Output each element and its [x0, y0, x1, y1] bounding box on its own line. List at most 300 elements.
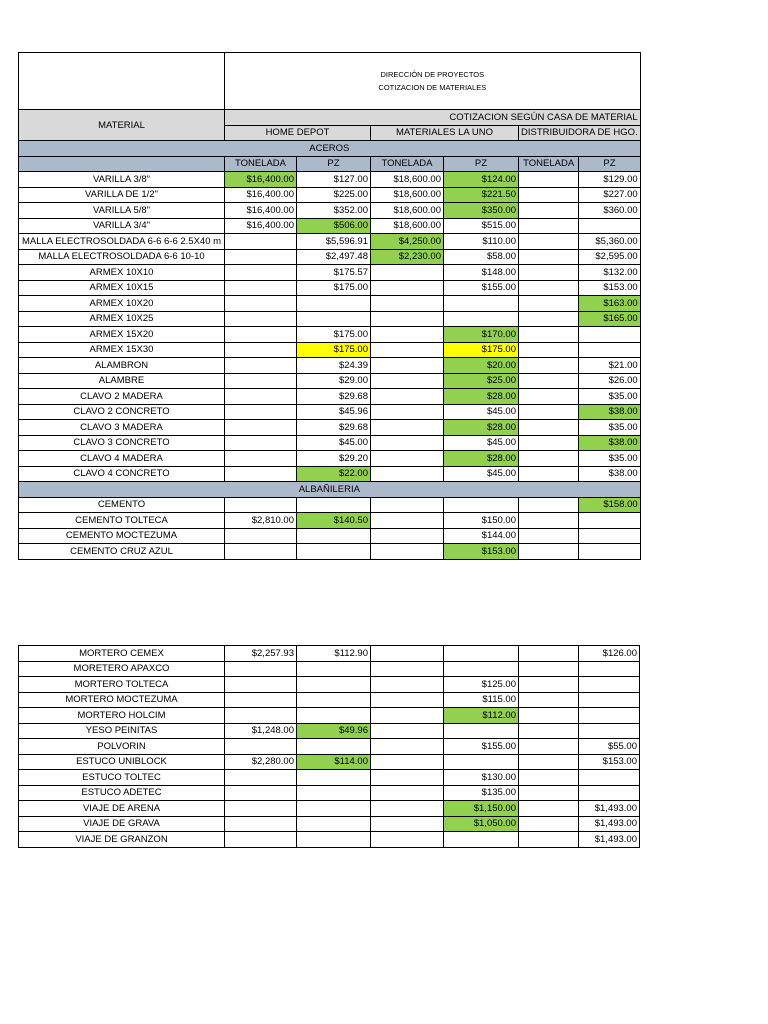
price-cell: [371, 770, 444, 786]
price-cell: [371, 544, 444, 560]
table-row: [19, 723, 640, 739]
price-cell: $114.00: [297, 754, 371, 770]
material-name: ARMEX 15X20: [19, 327, 225, 343]
table-row: [19, 451, 641, 467]
table-row: [19, 172, 641, 188]
unit-header: TONELADA: [371, 156, 444, 172]
material-name: ARMEX 10X20: [19, 296, 225, 312]
material-name: ESTUCO UNIBLOCK: [19, 754, 225, 770]
price-cell: [225, 816, 297, 832]
price-cell: [519, 785, 579, 801]
price-cell: [297, 677, 371, 693]
price-cell: [297, 544, 371, 560]
table-row: [19, 832, 640, 848]
price-cell: [371, 677, 444, 693]
price-cell: [371, 265, 444, 281]
price-cell: [225, 373, 297, 389]
price-cell: [519, 203, 579, 219]
price-cell: [371, 528, 444, 544]
price-cell: $148.00: [444, 265, 519, 281]
price-cell: [579, 785, 640, 801]
price-cell: [225, 544, 297, 560]
table-row: [19, 513, 641, 529]
material-name: CEMENTO CRUZ AZUL: [19, 544, 225, 560]
material-name: CEMENTO MOCTEZUMA: [19, 528, 225, 544]
price-cell: $125.00: [444, 677, 519, 693]
price-cell: [519, 739, 579, 755]
price-cell: $24.39: [297, 358, 371, 374]
price-cell: [519, 723, 579, 739]
price-cell: [371, 311, 444, 327]
price-cell: [371, 435, 444, 451]
price-cell: [579, 528, 640, 544]
price-cell: $506.00: [297, 218, 371, 234]
price-cell: [225, 358, 297, 374]
material-name: YESO PEINITAS: [19, 723, 225, 739]
price-cell: $163.00: [579, 296, 640, 312]
store-header-home-depot: HOME DEPOT: [225, 125, 371, 141]
price-cell: $35.00: [579, 420, 640, 436]
quote-group-title: COTIZACION SEGÚN CASA DE MATERIAL: [225, 110, 641, 126]
price-cell: [225, 234, 297, 250]
price-cell: [519, 187, 579, 203]
table-row: [19, 785, 640, 801]
price-cell: [371, 801, 444, 817]
price-cell: $155.00: [444, 280, 519, 296]
price-cell: $21.00: [579, 358, 640, 374]
price-cell: [519, 172, 579, 188]
price-cell: [519, 770, 579, 786]
material-name: VIAJE DE ARENA: [19, 801, 225, 817]
price-cell: $18,600.00: [371, 203, 444, 219]
price-cell: [297, 801, 371, 817]
price-cell: $35.00: [579, 451, 640, 467]
albanileria-rows: [19, 497, 641, 559]
price-cell: $515.00: [444, 218, 519, 234]
aceros-rows: [19, 172, 641, 482]
table-row: [19, 708, 640, 724]
price-cell: [579, 327, 640, 343]
quotation-table: [18, 52, 641, 560]
price-cell: [225, 435, 297, 451]
material-name: CLAVO 4 MADERA: [19, 451, 225, 467]
price-cell: $18,600.00: [371, 218, 444, 234]
table-row: [19, 373, 641, 389]
price-cell: $135.00: [444, 785, 519, 801]
price-cell: [519, 389, 579, 405]
price-cell: [225, 311, 297, 327]
price-cell: $1,248.00: [225, 723, 297, 739]
price-cell: $175.00: [297, 327, 371, 343]
material-name: ESTUCO TOLTEC: [19, 770, 225, 786]
price-cell: [519, 661, 579, 677]
price-cell: [579, 218, 640, 234]
price-cell: [579, 770, 640, 786]
price-cell: $129.00: [579, 172, 640, 188]
price-cell: $5,360.00: [579, 234, 640, 250]
price-cell: [371, 373, 444, 389]
table-row: [19, 816, 640, 832]
price-cell: $5,596.91: [297, 234, 371, 250]
price-cell: [225, 420, 297, 436]
price-cell: [297, 785, 371, 801]
price-cell: [519, 451, 579, 467]
price-cell: [371, 420, 444, 436]
price-cell: $1,150.00: [444, 801, 519, 817]
price-cell: $4,250.00: [371, 234, 444, 250]
price-cell: [297, 296, 371, 312]
price-cell: $28.00: [444, 451, 519, 467]
material-name: CEMENTO: [19, 497, 225, 513]
price-cell: [225, 404, 297, 420]
price-cell: $45.96: [297, 404, 371, 420]
table-row: [19, 404, 641, 420]
price-cell: $153.00: [579, 754, 640, 770]
price-cell: [225, 296, 297, 312]
price-cell: $55.00: [579, 739, 640, 755]
price-cell: [225, 528, 297, 544]
price-cell: [579, 544, 640, 560]
price-cell: $1,493.00: [579, 832, 640, 848]
price-cell: [371, 739, 444, 755]
price-cell: [519, 342, 579, 358]
price-cell: $175.00: [297, 342, 371, 358]
material-name: VARILLA 3/8": [19, 172, 225, 188]
material-name: MALLA ELECTROSOLDADA 6-6 6-6 2.5X40 m: [19, 234, 225, 250]
price-cell: [225, 466, 297, 482]
material-name: ARMEX 10X10: [19, 265, 225, 281]
price-cell: $28.00: [444, 420, 519, 436]
price-cell: $29.68: [297, 420, 371, 436]
price-cell: $45.00: [444, 466, 519, 482]
price-cell: [297, 832, 371, 848]
price-cell: $132.00: [579, 265, 640, 281]
price-cell: $127.00: [297, 172, 371, 188]
table-row: [19, 342, 641, 358]
price-cell: [519, 435, 579, 451]
table-row: [19, 218, 641, 234]
price-cell: $29.68: [297, 389, 371, 405]
price-cell: [225, 692, 297, 708]
price-cell: $16,400.00: [225, 172, 297, 188]
price-cell: [519, 280, 579, 296]
material-name: CLAVO 4 CONCRETO: [19, 466, 225, 482]
price-cell: [225, 801, 297, 817]
price-cell: [297, 739, 371, 755]
price-cell: [225, 497, 297, 513]
price-cell: $115.00: [444, 692, 519, 708]
price-cell: $221.50: [444, 187, 519, 203]
price-cell: [519, 544, 579, 560]
price-cell: [579, 692, 640, 708]
table-header: [19, 53, 641, 172]
price-cell: $155.00: [444, 739, 519, 755]
section-aceros: ACEROS: [19, 141, 641, 157]
heading-line1: DIRECCIÓN DE PROYECTOS: [380, 70, 485, 79]
price-cell: [371, 785, 444, 801]
price-cell: [444, 723, 519, 739]
table-row: [19, 420, 641, 436]
table-row: [19, 280, 641, 296]
price-cell: [225, 708, 297, 724]
price-cell: [297, 311, 371, 327]
price-cell: [225, 327, 297, 343]
price-cell: [371, 646, 444, 662]
price-cell: $45.00: [444, 404, 519, 420]
heading-line2: COTIZACION DE MATERIALES: [378, 83, 487, 92]
price-cell: [519, 373, 579, 389]
price-cell: $2,257.93: [225, 646, 297, 662]
material-name: MORTERO CEMEX: [19, 646, 225, 662]
store-header-distribuidora-hgo: DISTRIBUIDORA DE HGO.: [519, 125, 641, 141]
price-cell: [225, 265, 297, 281]
price-cell: [444, 661, 519, 677]
material-name: MORTERO TOLTECA: [19, 677, 225, 693]
price-cell: [225, 785, 297, 801]
price-cell: [444, 754, 519, 770]
price-cell: [519, 832, 579, 848]
material-name: ARMEX 15X30: [19, 342, 225, 358]
price-cell: [519, 816, 579, 832]
price-cell: $165.00: [579, 311, 640, 327]
price-cell: [519, 528, 579, 544]
price-cell: [371, 513, 444, 529]
price-cell: [519, 513, 579, 529]
material-column-header: MATERIAL: [19, 110, 225, 141]
unit-header: TONELADA: [225, 156, 297, 172]
table-row: [19, 203, 641, 219]
price-cell: $350.00: [444, 203, 519, 219]
mortero-rows: [19, 646, 640, 848]
table-row: [19, 544, 641, 560]
price-cell: [519, 754, 579, 770]
price-cell: [371, 404, 444, 420]
price-cell: [297, 497, 371, 513]
price-cell: $175.00: [297, 280, 371, 296]
price-cell: [519, 218, 579, 234]
price-cell: [371, 451, 444, 467]
price-cell: [225, 739, 297, 755]
price-cell: $170.00: [444, 327, 519, 343]
table-row: [19, 358, 641, 374]
price-cell: [225, 677, 297, 693]
material-name: CLAVO 2 MADERA: [19, 389, 225, 405]
store-header-materiales-la-uno: MATERIALES LA UNO: [371, 125, 519, 141]
price-cell: [225, 832, 297, 848]
price-cell: [225, 451, 297, 467]
price-cell: $124.00: [444, 172, 519, 188]
price-cell: [371, 816, 444, 832]
price-cell: $126.00: [579, 646, 640, 662]
price-cell: [225, 249, 297, 265]
price-cell: [519, 404, 579, 420]
material-name: VIAJE DE GRAVA: [19, 816, 225, 832]
material-name: CEMENTO TOLTECA: [19, 513, 225, 529]
material-name: VARILLA DE 1/2": [19, 187, 225, 203]
table-row: [19, 249, 641, 265]
price-cell: [519, 801, 579, 817]
price-cell: [225, 389, 297, 405]
price-cell: $130.00: [444, 770, 519, 786]
price-cell: [579, 677, 640, 693]
price-cell: [519, 466, 579, 482]
quotation-table-continued: [18, 645, 640, 848]
price-cell: $2,230.00: [371, 249, 444, 265]
material-name: MORTERO MOCTEZUMA: [19, 692, 225, 708]
price-cell: [371, 389, 444, 405]
table-row: [19, 327, 641, 343]
table-row: [19, 528, 641, 544]
material-name: CLAVO 2 CONCRETO: [19, 404, 225, 420]
table-row: [19, 296, 641, 312]
price-cell: $150.00: [444, 513, 519, 529]
price-cell: [371, 692, 444, 708]
unit-header: PZ: [297, 156, 371, 172]
price-cell: $45.00: [297, 435, 371, 451]
price-cell: [579, 342, 640, 358]
table-row: [19, 754, 640, 770]
price-cell: [579, 723, 640, 739]
price-cell: [579, 708, 640, 724]
material-name: CLAVO 3 MADERA: [19, 420, 225, 436]
price-cell: [297, 816, 371, 832]
price-cell: $2,595.00: [579, 249, 640, 265]
price-cell: $22.00: [297, 466, 371, 482]
price-cell: [519, 677, 579, 693]
table-row: [19, 265, 641, 281]
price-cell: [371, 723, 444, 739]
table-row: [19, 187, 641, 203]
price-cell: $140.50: [297, 513, 371, 529]
price-cell: $144.00: [444, 528, 519, 544]
unit-header: TONELADA: [519, 156, 579, 172]
price-cell: [444, 832, 519, 848]
price-cell: $28.00: [444, 389, 519, 405]
section-albanileria: ALBAÑILERIA: [19, 482, 641, 498]
price-cell: [444, 646, 519, 662]
table-row: [19, 646, 640, 662]
material-name: ALAMBRON: [19, 358, 225, 374]
price-cell: $38.00: [579, 404, 640, 420]
table-row: [19, 801, 640, 817]
material-name: POLVORIN: [19, 739, 225, 755]
price-cell: [444, 296, 519, 312]
price-cell: $153.00: [444, 544, 519, 560]
price-cell: [371, 327, 444, 343]
price-cell: [297, 770, 371, 786]
price-cell: $227.00: [579, 187, 640, 203]
unit-row-spacer: [19, 156, 225, 172]
price-cell: [371, 358, 444, 374]
price-cell: [519, 234, 579, 250]
table-row: [19, 677, 640, 693]
price-cell: [225, 342, 297, 358]
table-row: [19, 389, 641, 405]
table-row: [19, 661, 640, 677]
material-name: MORTERO HOLCIM: [19, 708, 225, 724]
price-cell: [519, 296, 579, 312]
price-cell: $112.90: [297, 646, 371, 662]
price-cell: [371, 296, 444, 312]
price-cell: [371, 466, 444, 482]
price-cell: [371, 497, 444, 513]
price-cell: $225.00: [297, 187, 371, 203]
table-row: [19, 497, 641, 513]
price-cell: $2,810.00: [225, 513, 297, 529]
price-cell: $26.00: [579, 373, 640, 389]
price-cell: $110.00: [444, 234, 519, 250]
price-cell: [579, 661, 640, 677]
price-cell: [371, 754, 444, 770]
material-name: VIAJE DE GRANZON: [19, 832, 225, 848]
price-cell: [225, 661, 297, 677]
price-cell: $360.00: [579, 203, 640, 219]
albanileria-header: [19, 482, 641, 498]
price-cell: [444, 311, 519, 327]
price-cell: [519, 692, 579, 708]
price-cell: $1,493.00: [579, 801, 640, 817]
price-cell: $38.00: [579, 435, 640, 451]
price-cell: $25.00: [444, 373, 519, 389]
price-cell: [519, 497, 579, 513]
material-name: VARILLA 5/8": [19, 203, 225, 219]
price-cell: $1,050.00: [444, 816, 519, 832]
price-cell: $45.00: [444, 435, 519, 451]
price-cell: [225, 280, 297, 296]
price-cell: $29.20: [297, 451, 371, 467]
price-cell: [225, 770, 297, 786]
price-cell: $18,600.00: [371, 172, 444, 188]
price-cell: $158.00: [579, 497, 640, 513]
price-cell: [371, 280, 444, 296]
price-cell: $16,400.00: [225, 218, 297, 234]
table-row: [19, 234, 641, 250]
price-cell: [371, 342, 444, 358]
price-cell: $29.00: [297, 373, 371, 389]
logo-cell: [19, 53, 225, 110]
price-cell: [519, 420, 579, 436]
price-cell: [519, 327, 579, 343]
price-cell: $18,600.00: [371, 187, 444, 203]
price-cell: $2,280.00: [225, 754, 297, 770]
price-cell: [297, 661, 371, 677]
unit-header: PZ: [579, 156, 640, 172]
price-cell: $35.00: [579, 389, 640, 405]
price-cell: $20.00: [444, 358, 519, 374]
price-cell: [519, 265, 579, 281]
material-name: ARMEX 10X25: [19, 311, 225, 327]
price-cell: $112.00: [444, 708, 519, 724]
price-cell: $1,493.00: [579, 816, 640, 832]
unit-header: PZ: [444, 156, 519, 172]
material-name: CLAVO 3 CONCRETO: [19, 435, 225, 451]
material-name: ARMEX 10X15: [19, 280, 225, 296]
table-row: [19, 770, 640, 786]
price-cell: $58.00: [444, 249, 519, 265]
price-cell: [371, 708, 444, 724]
table-row: [19, 466, 641, 482]
price-cell: $2,497.48: [297, 249, 371, 265]
price-cell: $16,400.00: [225, 203, 297, 219]
price-cell: [297, 692, 371, 708]
price-cell: [519, 708, 579, 724]
material-name: MORETERO APAXCO: [19, 661, 225, 677]
price-cell: [297, 708, 371, 724]
price-cell: $175.00: [444, 342, 519, 358]
price-cell: $16,400.00: [225, 187, 297, 203]
document-heading: [225, 53, 641, 110]
material-name: VARILLA 3/4": [19, 218, 225, 234]
